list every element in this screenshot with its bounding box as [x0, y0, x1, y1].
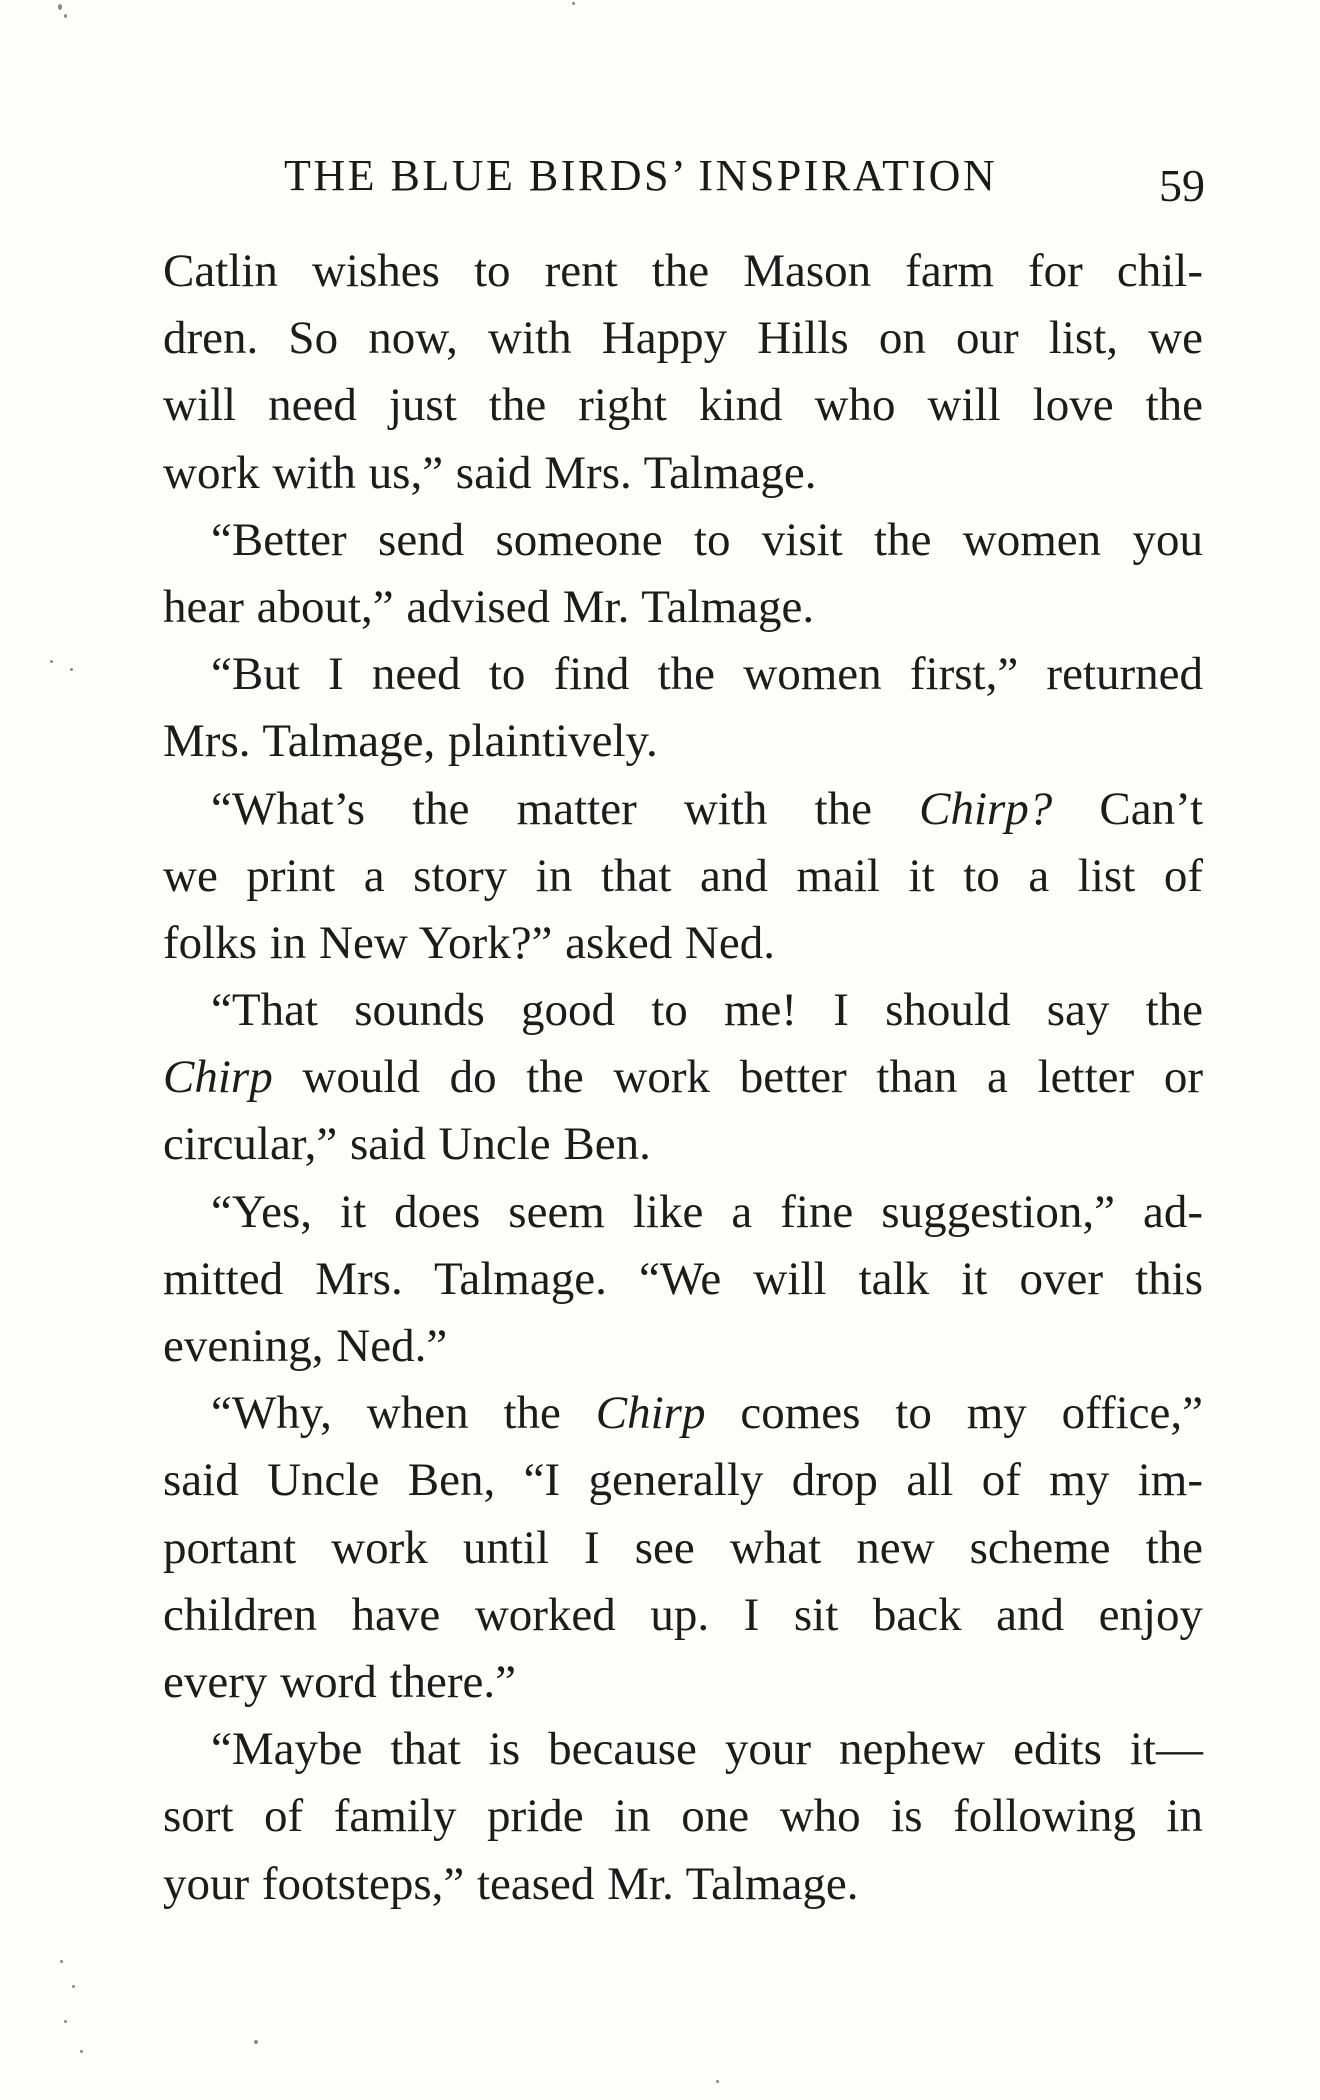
text-line — [163, 1515, 1203, 1582]
text-line — [163, 776, 1203, 843]
text-line — [163, 1179, 1203, 1246]
text-segment: sort of family pride in one who is following in — [163, 1790, 1203, 1843]
text-line — [163, 238, 1203, 305]
text-line — [163, 1783, 1203, 1850]
text-line — [163, 843, 1203, 910]
text-line — [163, 440, 1203, 507]
text-line — [163, 1380, 1203, 1447]
paragraph — [163, 1716, 1203, 1918]
paragraph — [163, 977, 1203, 1179]
text-segment: comes to my office,” — [705, 1387, 1203, 1440]
paragraph — [163, 507, 1203, 641]
text-segment: we print a story in that and mail it to a list of — [163, 849, 1203, 902]
text-segment: portant work until I see what new scheme the — [163, 1521, 1203, 1574]
text-segment: Can’t — [1052, 782, 1203, 835]
text-segment: “But I need to find the women first,” returned — [211, 648, 1203, 701]
text-segment: “Better send someone to visit the women you — [211, 513, 1203, 566]
text-line — [163, 1649, 1203, 1716]
text-line — [163, 977, 1203, 1044]
text-segment: your footsteps,” teased Mr. Talmage. — [163, 1857, 859, 1910]
text-segment: every word there.” — [163, 1655, 517, 1708]
text-segment: folks in New York?” asked Ned. — [163, 916, 775, 969]
text-line — [163, 1111, 1203, 1178]
text-segment: “That sounds good to me! I should say the — [211, 984, 1203, 1037]
paragraph — [163, 776, 1203, 978]
text-line — [163, 708, 1203, 775]
text-segment: children have worked up. I sit back and enjoy — [163, 1588, 1203, 1641]
text-segment: “Why, when the — [211, 1387, 596, 1440]
paragraph — [163, 1179, 1203, 1381]
text-segment: said Uncle Ben, “I generally drop all of my im- — [163, 1454, 1203, 1507]
paragraph — [163, 1380, 1203, 1716]
page-number: 59 — [1159, 160, 1205, 211]
text-line — [163, 1851, 1203, 1918]
text-segment: would do the work better than a letter or — [272, 1051, 1203, 1104]
running-head: THE BLUE BIRDS’ INSPIRATION — [284, 151, 998, 200]
text-segment: “Yes, it does seem like a fine suggestion,” ad- — [211, 1185, 1203, 1238]
text-line — [163, 1447, 1203, 1514]
italic-title: Chirp — [163, 1051, 273, 1104]
text-line — [163, 910, 1203, 977]
paragraph — [163, 238, 1203, 507]
italic-title: Chirp — [595, 1387, 706, 1440]
italic-title: Chirp? — [919, 782, 1053, 835]
text-line — [163, 641, 1203, 708]
text-line — [163, 1716, 1203, 1783]
text-line — [163, 1246, 1203, 1313]
text-line — [163, 507, 1203, 574]
body-text — [163, 238, 1203, 1918]
text-line — [163, 574, 1203, 641]
text-line — [163, 1582, 1203, 1649]
text-segment: circular,” said Uncle Ben. — [163, 1118, 651, 1171]
text-line — [163, 305, 1203, 372]
text-segment: will need just the right kind who will love the — [163, 379, 1203, 432]
text-line — [163, 372, 1203, 439]
text-segment: mitted Mrs. Talmage. “We will talk it over this — [163, 1252, 1203, 1305]
paragraph — [163, 641, 1203, 775]
text-segment: work with us,” said Mrs. Talmage. — [163, 446, 817, 499]
text-segment: dren. So now, with Happy Hills on our list, we — [163, 312, 1203, 365]
text-segment: “Maybe that is because your nephew edits it— — [211, 1723, 1203, 1776]
page-header — [284, 144, 1229, 211]
text-segment: Mrs. Talmage, plaintively. — [163, 715, 658, 768]
text-segment: “What’s the matter with the — [211, 782, 920, 835]
text-line — [163, 1044, 1203, 1111]
text-segment: hear about,” advised Mr. Talmage. — [163, 580, 815, 633]
text-line — [163, 1313, 1203, 1380]
text-segment: Catlin wishes to rent the Mason farm for chil- — [163, 245, 1203, 297]
text-segment: evening, Ned.” — [163, 1320, 448, 1372]
